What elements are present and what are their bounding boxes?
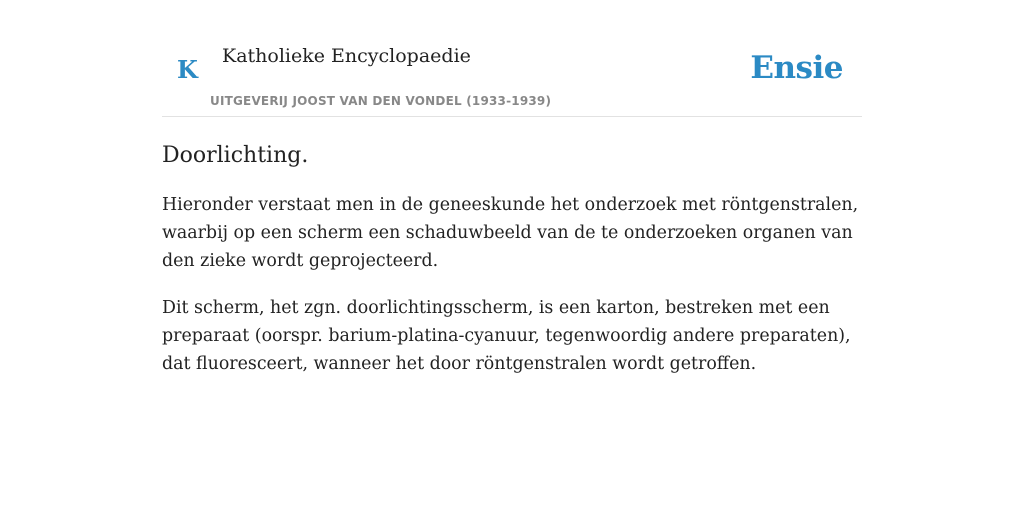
article: [162, 141, 862, 378]
site-title[interactable]: Katholieke Encyclopaedie: [222, 45, 471, 67]
ensie-logo[interactable]: Ensie: [750, 50, 843, 86]
article-paragraph: Dit scherm, het zgn. doorlichtingsscherm, is een karton, bestreken met een preparaat (oorspr. barium-platina-cyanuur, tegenwoordig andere preparaten), dat fluoresceert, wanneer het door röntgenstralen wordt getroffen.: [162, 298, 851, 374]
article-title: Doorlichting.: [162, 143, 309, 168]
publisher-subtitle: UITGEVERIJ JOOST VAN DEN VONDEL (1933-1939): [210, 94, 552, 108]
article-paragraph: Hieronder verstaat men in de geneeskunde het onderzoek met röntgenstralen, waarbij op een scherm een schaduwbeeld van de te onderzoeken organen van den zieke wordt geprojecteerd.: [162, 195, 859, 271]
header: [162, 0, 862, 117]
page: [162, 0, 862, 378]
encyclopedia-logo[interactable]: K: [177, 55, 198, 84]
